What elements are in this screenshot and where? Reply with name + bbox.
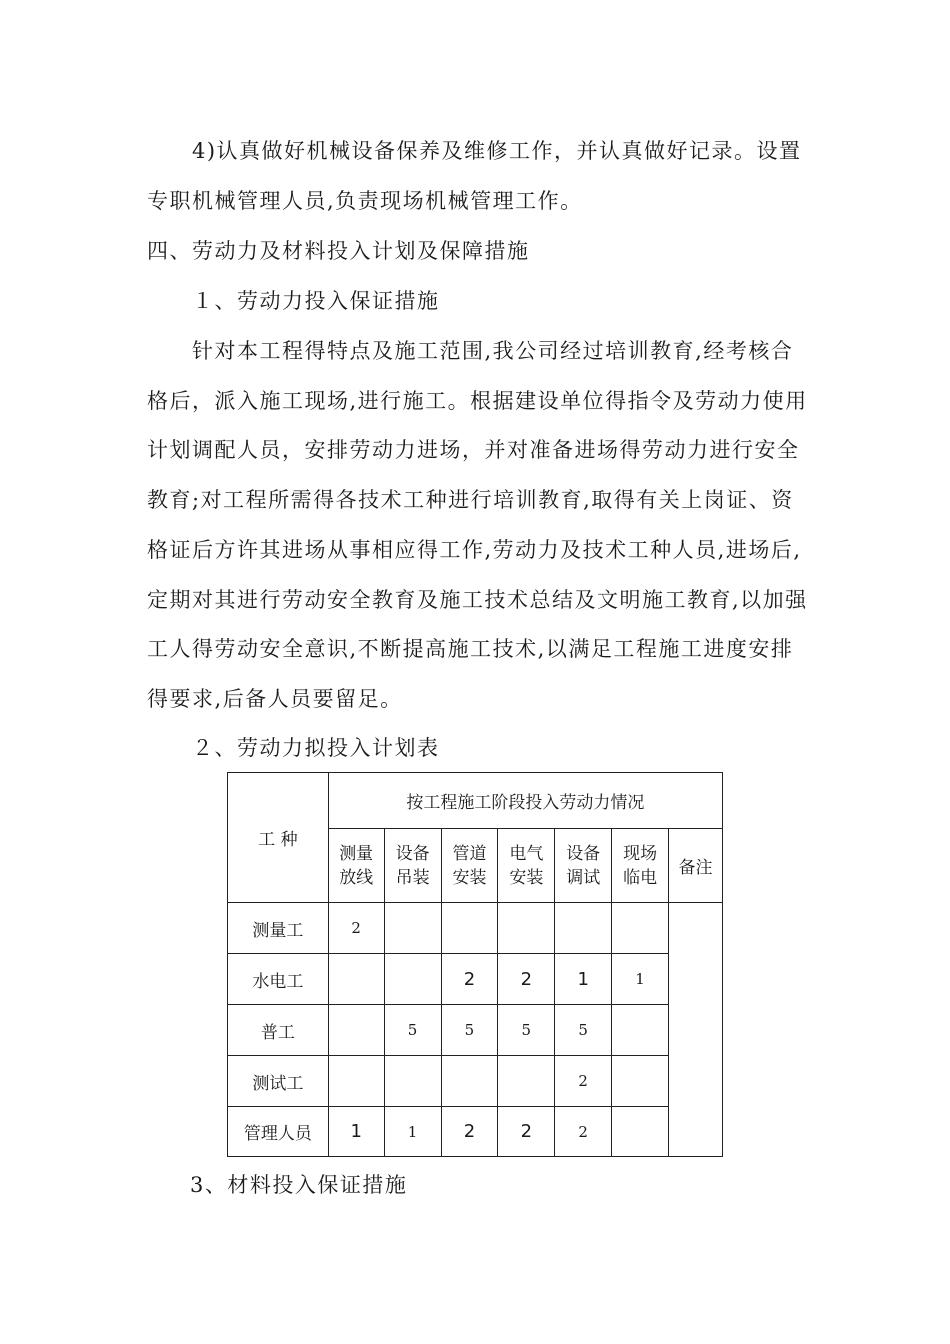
paragraph-line-5: 计划调配人员，安排劳动力进场，并对准备进场得劳动力进行安全: [147, 438, 800, 462]
paragraph-line-6: 教育;对工程所需得各技术工种进行培训教育,取得有关上岗证、资: [147, 488, 794, 512]
table-header-row: [228, 773, 723, 829]
table-cell: [384, 954, 441, 1005]
table-cell: 2: [441, 1107, 498, 1157]
table-cell: [498, 1056, 555, 1107]
work-type-header: 工 种: [228, 773, 329, 903]
work-type-cell: 水电工: [228, 954, 329, 1005]
paragraph-line-9: 工人得劳动安全意识,不断提高施工技术,以满足工程施工进度安排: [147, 637, 794, 661]
table-cell: [384, 903, 441, 954]
paragraph-line-8: 定期对其进行劳动安全教育及施工技术总结及文明施工教育,以加强: [147, 588, 808, 612]
table-cell: 5: [384, 1005, 441, 1056]
paragraph-line-4: 格后，派入施工现场,进行施工。根据建设单位得指令及劳动力使用: [147, 389, 808, 413]
subsection-heading-3: 3、材料投入保证措施: [190, 1173, 408, 1197]
work-type-cell: 普工: [228, 1005, 329, 1056]
table-cell: [384, 1056, 441, 1107]
paragraph-line-7: 格证后方许其进场从事相应得工作,劳动力及技术工种人员,进场后,: [147, 538, 802, 562]
table-cell: [612, 1056, 669, 1107]
table-cell: [555, 903, 612, 954]
table-cell: 5: [441, 1005, 498, 1056]
table-cell: 2: [555, 1107, 612, 1157]
table-cell: 5: [555, 1005, 612, 1056]
table-cell: 2: [498, 1107, 555, 1157]
table-row: [228, 954, 723, 1005]
section-heading: 四、劳动力及材料投入计划及保障措施: [147, 239, 530, 263]
table-row: [228, 1005, 723, 1056]
remark-cell: [669, 903, 723, 1157]
work-type-cell: 管理人员: [228, 1107, 329, 1157]
table-cell: 1: [384, 1107, 441, 1157]
remark-header: 备注: [669, 829, 723, 903]
table-cell: [441, 1056, 498, 1107]
table-cell: 1: [612, 954, 669, 1005]
table-row: [228, 1107, 723, 1157]
table-cell: [328, 954, 384, 1005]
table-cell: [328, 1005, 384, 1056]
table-cell: 1: [328, 1107, 384, 1157]
column-header: 测量 放线: [328, 829, 384, 903]
paragraph-line-3: 针对本工程得特点及施工范围,我公司经过培训教育,经考核合: [192, 339, 794, 363]
paragraph-line-1: 4)认真做好机械设备保养及维修工作，并认真做好记录。设置: [192, 139, 802, 163]
table-row: [228, 903, 723, 954]
column-header: 电气 安装: [498, 829, 555, 903]
table-cell: [612, 1107, 669, 1157]
column-header: 设备 调试: [555, 829, 612, 903]
column-header: 管道 安装: [441, 829, 498, 903]
subsection-heading-1: １、劳动力投入保证措施: [192, 289, 440, 313]
table-cell: 5: [498, 1005, 555, 1056]
column-header: 设备 吊装: [384, 829, 441, 903]
table-cell: 1: [555, 954, 612, 1005]
paragraph-line-2: 专职机械管理人员,负责现场机械管理工作。: [147, 189, 583, 213]
table-cell: 2: [498, 954, 555, 1005]
table-cell: [441, 903, 498, 954]
work-type-cell: 测量工: [228, 903, 329, 954]
paragraph-line-10: 得要求,后备人员要留足。: [147, 687, 403, 711]
table-cell: [612, 903, 669, 954]
table-cell: 2: [328, 903, 384, 954]
table-cell: 2: [441, 954, 498, 1005]
group-header: 按工程施工阶段投入劳动力情况: [328, 773, 722, 829]
table-cell: 2: [555, 1056, 612, 1107]
table-row: [228, 1056, 723, 1107]
column-header: 现场 临电: [612, 829, 669, 903]
table-cell: [498, 903, 555, 954]
subsection-heading-2: ２、劳动力拟投入计划表: [192, 736, 440, 760]
work-type-cell: 测试工: [228, 1056, 329, 1107]
table-cell: [612, 1005, 669, 1056]
table-cell: [328, 1056, 384, 1107]
labor-plan-table: [227, 772, 723, 1157]
